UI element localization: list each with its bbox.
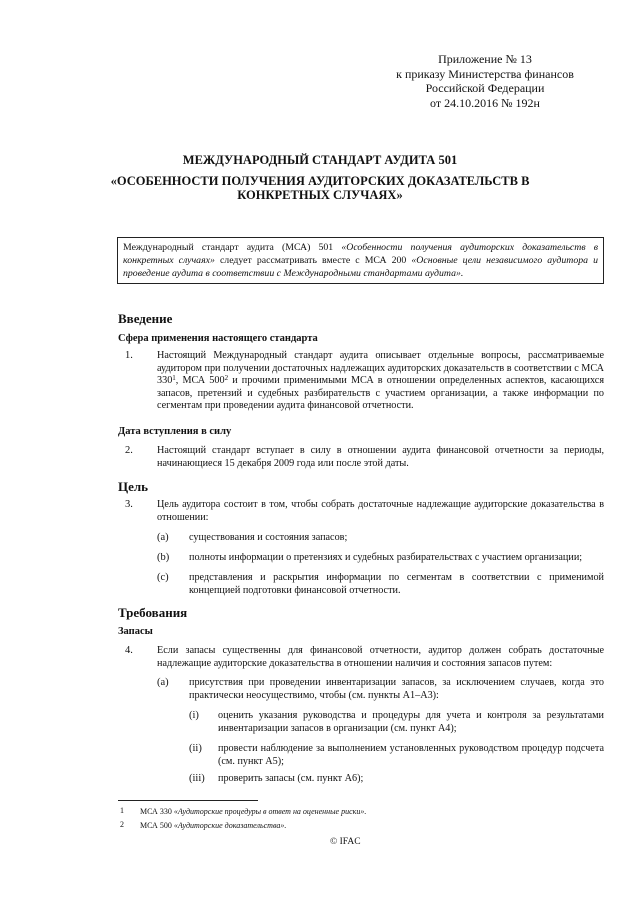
appendix-header xyxy=(370,52,600,110)
list-label: (a) xyxy=(157,677,169,688)
sublist-label: (ii) xyxy=(189,743,202,754)
title-line-2: «ОСОБЕННОСТИ ПОЛУЧЕНИЯ АУДИТОРСКИХ ДОКАЗАТЕЛЬСТВ В КОНКРЕТНЫХ СЛУЧАЯХ» xyxy=(110,174,530,202)
list-item: существования и состояния запасов; xyxy=(189,532,348,543)
appendix-line: от 24.10.2016 № 192н xyxy=(430,95,540,110)
sublist-item: провести наблюдение за выполнением установленных руководством процедур подсчета (см. пункт А5); xyxy=(218,743,604,767)
title-line-1: МЕЖДУНАРОДНЫЙ СТАНДАРТ АУДИТА 501 xyxy=(182,153,458,167)
para-text: и прочими применимыми МСА в отношении определенных аспектов, касающихся запасов, претензий и судебных разбирательств с участием организации, а также информации по сегментам при проведении аудита финансовой отчетности. xyxy=(157,375,604,411)
footnote-italic: «Аудиторские процедуры в ответ на оцененные риски». xyxy=(173,807,367,816)
para-number: 1. xyxy=(125,350,133,361)
para-text: Настоящий Международный стандарт аудита описывает отдельные вопросы, рассматриваемые аудитором при получении достаточных надлежащих аудиторских доказательств в соответствии с МСА 330 xyxy=(157,350,604,386)
paragraph-1 xyxy=(157,350,604,413)
heading-effective-date: Дата вступления в силу xyxy=(118,426,232,437)
intro-note-box xyxy=(117,237,604,284)
footnote-text: МСА 500 xyxy=(140,821,174,830)
sublist-label: (i) xyxy=(189,710,199,721)
note-italic: «Особенности получения аудиторских доказательств в конкретных случаях» xyxy=(123,242,598,266)
heading-inventory: Запасы xyxy=(118,626,153,637)
list-item: представления и раскрытия информации по сегментам в соответствии с применимой концепцией подготовки финансовой отчетности. xyxy=(189,572,604,596)
footnote-number: 1 xyxy=(120,806,124,815)
list-label: (b) xyxy=(157,552,170,563)
note-text: Международный стандарт аудита (МСА) 501 xyxy=(123,242,342,253)
list-label: (c) xyxy=(157,572,169,583)
para-number: 4. xyxy=(125,645,133,656)
para-number: 3. xyxy=(125,499,133,510)
heading-objective: Цель xyxy=(118,479,149,494)
paragraph-2: Настоящий стандарт вступает в силу в отношении аудита финансовой отчетности за периоды, начинающиеся 15 декабря 2009 года или после этой даты. xyxy=(157,445,604,469)
para-number: 2. xyxy=(125,445,133,456)
paragraph-4: Если запасы существенны для финансовой отчетности, аудитор должен собрать достаточные надлежащие аудиторские доказательства в отношении наличия и состояния запасов путем: xyxy=(157,645,604,669)
para-text: , МСА 500 xyxy=(175,375,225,386)
appendix-line: к приказу Министерства финансов xyxy=(396,66,574,81)
sublist-item: оценить указания руководства и процедуры для учета и контроля за результатами инвентаризации запасов в организации (см. пункт А4); xyxy=(218,710,604,734)
heading-scope: Сфера применения настоящего стандарта xyxy=(118,333,318,344)
copyright-footer: © IFAC xyxy=(330,837,361,847)
list-item: присутствия при проведении инвентаризации запасов, за исключением случаев, когда это практически неосуществимо, чтобы (см. пункты А1–А3): xyxy=(189,677,604,701)
footnote-2 xyxy=(140,821,286,831)
note-text: следует рассматривать вместе с МСА 200 xyxy=(214,255,412,266)
paragraph-3: Цель аудитора состоит в том, чтобы собрать достаточные надлежащие аудиторские доказательства в отношении: xyxy=(157,499,604,523)
appendix-line: Российской Федерации xyxy=(425,81,545,95)
footnote-ref: 1 xyxy=(172,374,176,382)
list-label: (a) xyxy=(157,532,169,543)
footnote-text: МСА 330 xyxy=(140,807,174,816)
sublist-label: (iii) xyxy=(189,773,205,784)
appendix-line: Приложение № 13 xyxy=(438,52,532,66)
footnote-1 xyxy=(140,807,366,817)
footnote-ref: 2 xyxy=(224,374,229,382)
sublist-item: проверить запасы (см. пункт А6); xyxy=(218,773,364,784)
heading-requirements: Требования xyxy=(118,605,188,620)
footnote-number: 2 xyxy=(120,820,124,829)
note-italic: «Основные цели независимого аудитора и проведение аудита в соответствии с Международными стандартами аудита». xyxy=(123,255,598,279)
list-item: полноты информации о претензиях и судебных разбирательствах с участием организации; xyxy=(189,552,583,563)
footnote-divider xyxy=(118,800,258,801)
document-title xyxy=(100,153,540,202)
heading-introduction: Введение xyxy=(118,311,173,326)
footnote-italic: «Аудиторские доказательства». xyxy=(173,821,287,830)
